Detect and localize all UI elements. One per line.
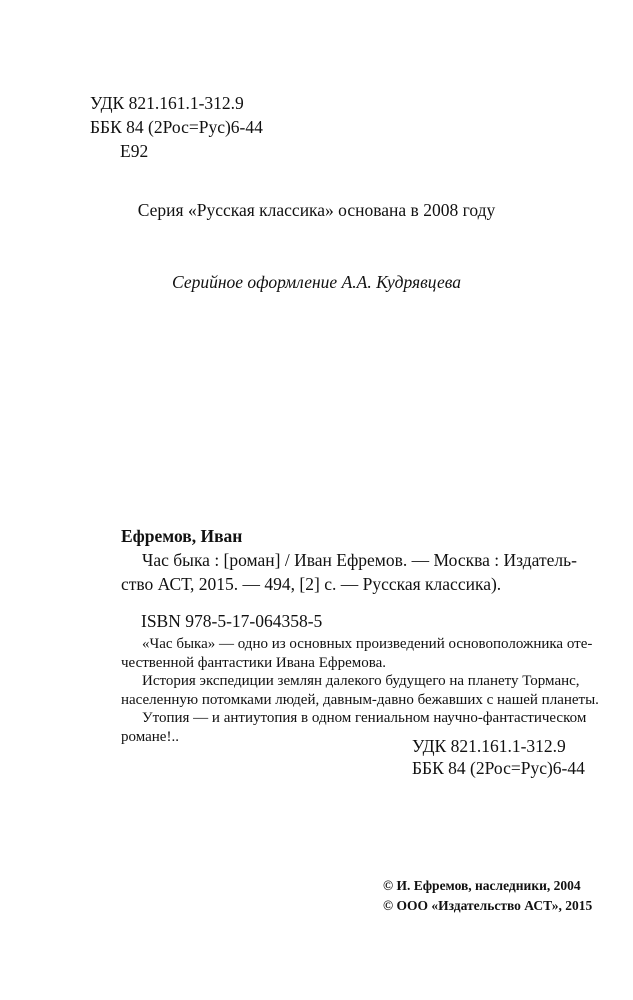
annotation-line: «Час быка» — одно из основных произведений основоположника оте- <box>142 636 593 652</box>
annotation-line: романе!.. <box>121 728 179 745</box>
bbk-code: ББК 84 (2Рос=Рус)6-44 <box>90 117 263 137</box>
bibliographic-description <box>121 548 577 596</box>
annotation <box>121 635 599 746</box>
author-mark: Е92 <box>120 141 149 161</box>
copyright-line: © И. Ефремов, наследники, 2004 <box>383 878 581 893</box>
udk-code: УДК 821.161.1-312.9 <box>90 93 244 113</box>
copyright-block <box>383 876 592 916</box>
bbk-code-bottom: ББК 84 (2Рос=Рус)6-44 <box>412 758 585 778</box>
udk-code-bottom: УДК 821.161.1-312.9 <box>412 736 566 756</box>
annotation-line: населенную потомками людей, давным-давно бежавших с нашей планеты. <box>121 691 599 708</box>
copyright-line: © ООО «Издательство АСТ», 2015 <box>383 898 593 913</box>
isbn: ISBN 978-5-17-064358-5 <box>141 611 323 631</box>
series-note: Серия «Русская классика» основана в 2008 году <box>137 200 496 220</box>
bib-line: Час быка : [роман] / Иван Ефремов. — Москва : Издатель- <box>142 550 577 570</box>
bib-line: ство АСТ, 2015. — 494, [2] с. — Русская классика). <box>121 574 502 594</box>
design-credit: Серийное оформление А.А. Кудрявцева <box>172 272 461 292</box>
annotation-line: История экспедиции землян далекого будущего на планету Торманс, <box>142 673 580 689</box>
author-name: Ефремов, Иван <box>121 526 243 546</box>
annotation-line: чественной фантастики Ивана Ефремова. <box>121 654 387 671</box>
annotation-line: Утопия — и антиутопия в одном гениальном научно-фантастическом <box>142 710 587 726</box>
